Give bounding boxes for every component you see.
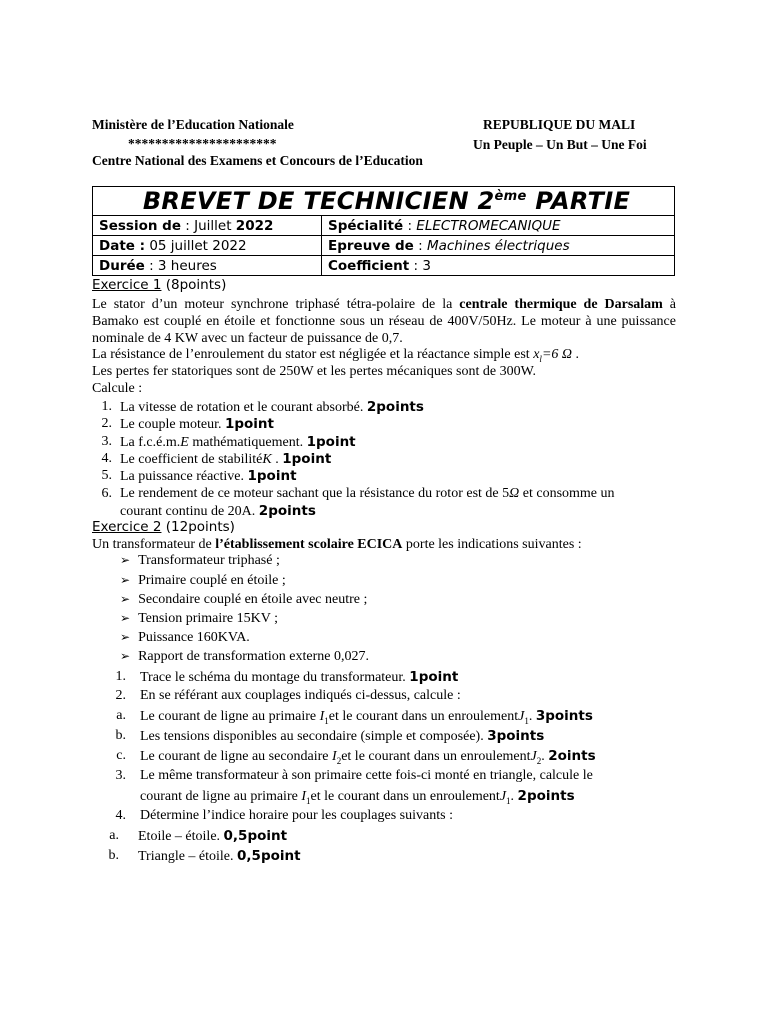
- coef-value: : 3: [409, 257, 431, 274]
- ex1-text-a: Le stator d’un moteur synchrone triphasé tétra-polaire de la: [92, 297, 460, 312]
- date-value: 05 juillet 2022: [145, 237, 247, 254]
- ex2-bullet-3: [120, 592, 367, 608]
- ex2-q3-sub-2: 1: [506, 795, 511, 806]
- republic-heading: REPUBLIQUE DU MALI: [483, 117, 636, 132]
- arrow-bullet-icon: ➢: [120, 611, 131, 625]
- ex2-question-a: [140, 708, 593, 726]
- ex2-question-3: Le même transformateur à son primaire cette fois-ci monté en triangle, calcule le: [140, 768, 593, 783]
- ex2-qc-end: .: [541, 749, 549, 764]
- ex1-q1-points: 2points: [366, 399, 424, 415]
- ex2-q3-end: .: [510, 789, 518, 804]
- duree-value: : 3 heures: [144, 257, 217, 274]
- ex2-question-1: [140, 669, 458, 686]
- arrow-bullet-icon: ➢: [120, 592, 131, 606]
- ex2-q1-points: 1point: [409, 669, 459, 685]
- ex2-num-3: 3.: [115, 768, 126, 783]
- session-sep: : Juillet: [180, 217, 236, 234]
- exam-info-table: [92, 186, 675, 276]
- ex2-num-b: b.: [115, 728, 126, 743]
- ex2-num-1: 1.: [115, 669, 126, 684]
- ex1-math-eq: =6 Ω: [541, 347, 573, 362]
- ex2-bullet-2-text: Primaire couplé en étoile ;: [138, 573, 286, 588]
- ex1-question-6: [120, 486, 615, 502]
- exercise1-title: Exercice 1: [92, 277, 162, 293]
- ex2-bullet-3-text: Secondaire couplé en étoile avec neutre ;: [138, 592, 368, 607]
- ex1-q3-text: La f.c.é.m.: [120, 435, 181, 450]
- exercise2-points: (12points): [161, 519, 235, 535]
- session-label: Session de: [99, 217, 181, 234]
- ex1-q3-points: 1point: [306, 434, 356, 450]
- ex2-bullet-5-text: Puissance 160KVA.: [138, 630, 250, 645]
- motto: Un Peuple – Un But – Une Foi: [473, 137, 647, 152]
- ex2-qa-math-j: J: [518, 709, 525, 724]
- ex2-q4a-text: Etoile – étoile.: [138, 829, 224, 844]
- ex2-qa-end: .: [528, 709, 536, 724]
- exam-title-sup: ème: [494, 189, 527, 204]
- ex2-num-2: 2.: [115, 688, 126, 703]
- specialite-label: Spécialité: [328, 217, 404, 234]
- ex1-q2-points: 1point: [224, 416, 274, 432]
- ex1-question-4: [120, 451, 331, 468]
- centre-heading: Centre National des Examens et Concours de l’Education: [92, 153, 423, 168]
- ex2-qa-sub-1: 1: [324, 715, 329, 726]
- ex1-question-1: [120, 399, 424, 416]
- arrow-bullet-icon: ➢: [120, 630, 131, 644]
- ex1-q6-math: Ω: [509, 486, 520, 501]
- epreuve-sep: :: [413, 237, 427, 254]
- ex1-q6-text-b: et consomme un: [519, 486, 615, 501]
- ex2-qa-points: 3points: [535, 708, 593, 724]
- ex2-bullet-6: [120, 649, 369, 665]
- ex2-bullet-1: [120, 553, 280, 569]
- ex2-q4b-points: 0,5point: [237, 848, 301, 864]
- coef-label: Coefficient: [328, 257, 410, 274]
- ex1-resistance-line: [92, 347, 579, 364]
- ex2-qb-points: 3points: [487, 728, 545, 744]
- ex2-bullet-4: [120, 611, 278, 627]
- ex1-losses-line: Les pertes fer statoriques sont de 250W et les pertes mécaniques sont de 300W.: [92, 364, 536, 379]
- ex2-question-2: En se référant aux couplages indiqués ci-dessus, calcule :: [140, 688, 461, 703]
- ex2-num-4: 4.: [115, 808, 126, 823]
- ex1-question-3: [120, 434, 356, 451]
- ex2-question-b: [140, 728, 544, 745]
- epreuve-label: Epreuve de: [328, 237, 414, 254]
- ex2-qa-text: Le courant de ligne au primaire: [140, 709, 320, 724]
- ex1-q3-math: E: [180, 435, 189, 450]
- ex1-num-2: 2.: [101, 416, 112, 431]
- specialite-value: ELECTROMECANIQUE: [416, 217, 561, 234]
- ex1-q5-text: La puissance réactive.: [120, 469, 248, 484]
- ex2-bullet-1-text: Transformateur triphasé ;: [138, 553, 280, 568]
- ex2-intro-c: porte les indications suivantes :: [402, 537, 582, 552]
- epreuve-value: Machines électriques: [426, 237, 570, 254]
- exam-title-main: BREVET DE TECHNICIEN 2: [142, 187, 495, 215]
- stars-separator: **********************: [128, 136, 277, 151]
- ex2-qc-math-j: J: [530, 749, 537, 764]
- ex2-intro-b: l’établissement scolaire ECICA: [215, 537, 403, 552]
- ex2-qc-math-i: I: [332, 749, 337, 764]
- exercise2-heading: [92, 519, 235, 535]
- epreuve-cell: [322, 236, 675, 256]
- arrow-bullet-icon: ➢: [120, 649, 131, 663]
- ex1-q3-text-b: mathématiquement.: [188, 435, 307, 450]
- ex1-text-c: à Bamako est couplé en étoile et fonctionne sous un réseau de 400V/50Hz. Le moteur à une puissance nominale de 4 KW avec un facteur de puissance de 0,7.: [92, 297, 677, 346]
- ministry-heading: Ministère de l’Education Nationale: [92, 117, 294, 132]
- ex1-q1-text: La vitesse de rotation et le courant absorbé.: [120, 400, 367, 415]
- exam-title: [93, 187, 675, 216]
- ex1-num-1: 1.: [101, 399, 112, 414]
- ex2-bullet-2: [120, 573, 286, 589]
- ex2-bullet-5: [120, 630, 250, 646]
- ex1-num-5: 5.: [101, 468, 112, 483]
- ex2-q3-mid: et le courant dans un enroulement: [310, 789, 500, 804]
- ex1-calcule: Calcule :: [92, 381, 143, 396]
- ex2-qa-mid: et le courant dans un enroulement: [328, 709, 519, 724]
- specialite-sep: :: [403, 217, 417, 234]
- exercise2-title: Exercice 2: [92, 519, 162, 535]
- ex2-qc-sub-2: 2: [536, 755, 542, 766]
- arrow-bullet-icon: ➢: [120, 573, 131, 587]
- ex2-question-c: [140, 748, 596, 766]
- ex1-q6-points: 2points: [258, 503, 316, 519]
- ex1-question-2: [120, 416, 274, 433]
- ex2-q3-sub-1: 1: [306, 795, 311, 806]
- ex2-qb-text: Les tensions disponibles au secondaire (simple et composée).: [140, 729, 488, 744]
- ex1-q4-text-b: .: [271, 452, 283, 467]
- ex1-math-sub: l: [539, 353, 542, 364]
- ex2-q3-math-i: I: [301, 789, 306, 804]
- ex1-num-6: 6.: [101, 486, 112, 501]
- ex2-q3-math-j: J: [499, 789, 507, 804]
- ex1-math-x: x: [533, 347, 540, 362]
- ex2-question-4: Détermine l’indice horaire pour les couplages suivants :: [140, 808, 453, 823]
- ex1-resistance-text: La résistance de l’enroulement du stator est négligée et la réactance simple est: [92, 347, 534, 362]
- ex2-qa-sub-2: 1: [524, 715, 529, 726]
- ex1-q6-text-a: Le rendement de ce moteur sachant que la résistance du rotor est de 5: [120, 486, 510, 501]
- ex2-qc-text: Le courant de ligne au secondaire: [140, 749, 333, 764]
- ex1-q4-math: K: [262, 452, 272, 467]
- ex2-question-4b: [138, 848, 301, 865]
- ex2-bullet-4-text: Tension primaire 15KV ;: [138, 611, 278, 626]
- ex2-question-4a: [138, 828, 287, 845]
- ex1-q4-text: Le coefficient de stabilité: [120, 452, 263, 467]
- ex1-question-5: [120, 468, 297, 485]
- ex2-qc-sub-1: 2: [336, 755, 342, 766]
- ex2-qc-mid: et le courant dans un enroulement: [341, 749, 531, 764]
- session-year: 2022: [235, 217, 274, 234]
- ex1-q2-text: Le couple moteur.: [120, 417, 225, 432]
- ex2-num-4b: b.: [108, 848, 119, 863]
- ex2-q3-points: 2points: [517, 788, 575, 804]
- ex2-q4a-points: 0,5point: [223, 828, 288, 844]
- ex2-intro-a: Un transformateur de: [92, 537, 216, 552]
- ex1-resistance-end: .: [572, 347, 580, 362]
- ex1-text-b: centrale thermique de Darsalam: [459, 297, 663, 312]
- ex1-question-6-cont: [120, 503, 316, 520]
- arrow-bullet-icon: ➢: [120, 553, 131, 567]
- ex1-q4-points: 1point: [282, 451, 332, 467]
- exercise1-heading: [92, 277, 226, 293]
- ex2-qc-points: 2oints: [548, 748, 596, 764]
- ex1-q6-text-c: courant continu de 20A.: [120, 504, 259, 519]
- exam-title-end: PARTIE: [526, 187, 631, 215]
- ex2-q4b-text: Triangle – étoile.: [138, 849, 238, 864]
- ex2-num-a: a.: [116, 708, 126, 723]
- date-label: Date :: [99, 237, 146, 254]
- ex1-num-3: 3.: [101, 434, 112, 449]
- ex2-question-3-cont: [140, 788, 575, 806]
- exercise1-paragraph: [92, 296, 676, 347]
- duree-cell: [93, 256, 322, 276]
- exercise1-points: (8points): [161, 277, 227, 293]
- ex2-qa-math-i: I: [319, 709, 325, 724]
- specialite-cell: [322, 216, 675, 236]
- ex1-num-4: 4.: [101, 451, 112, 466]
- coef-cell: [322, 256, 675, 276]
- ex2-intro: [92, 537, 582, 553]
- session-cell: [93, 216, 322, 236]
- ex2-num-c: c.: [116, 748, 126, 763]
- ex2-bullet-6-text: Rapport de transformation externe 0,027.: [138, 649, 369, 664]
- date-cell: [93, 236, 322, 256]
- ex1-q5-points: 1point: [247, 468, 297, 484]
- duree-label: Durée: [99, 257, 145, 274]
- ex2-num-4a: a.: [109, 828, 119, 843]
- ex2-q1-text: Trace le schéma du montage du transformateur.: [140, 670, 410, 685]
- ex2-q3-text-b: courant de ligne au primaire: [140, 789, 302, 804]
